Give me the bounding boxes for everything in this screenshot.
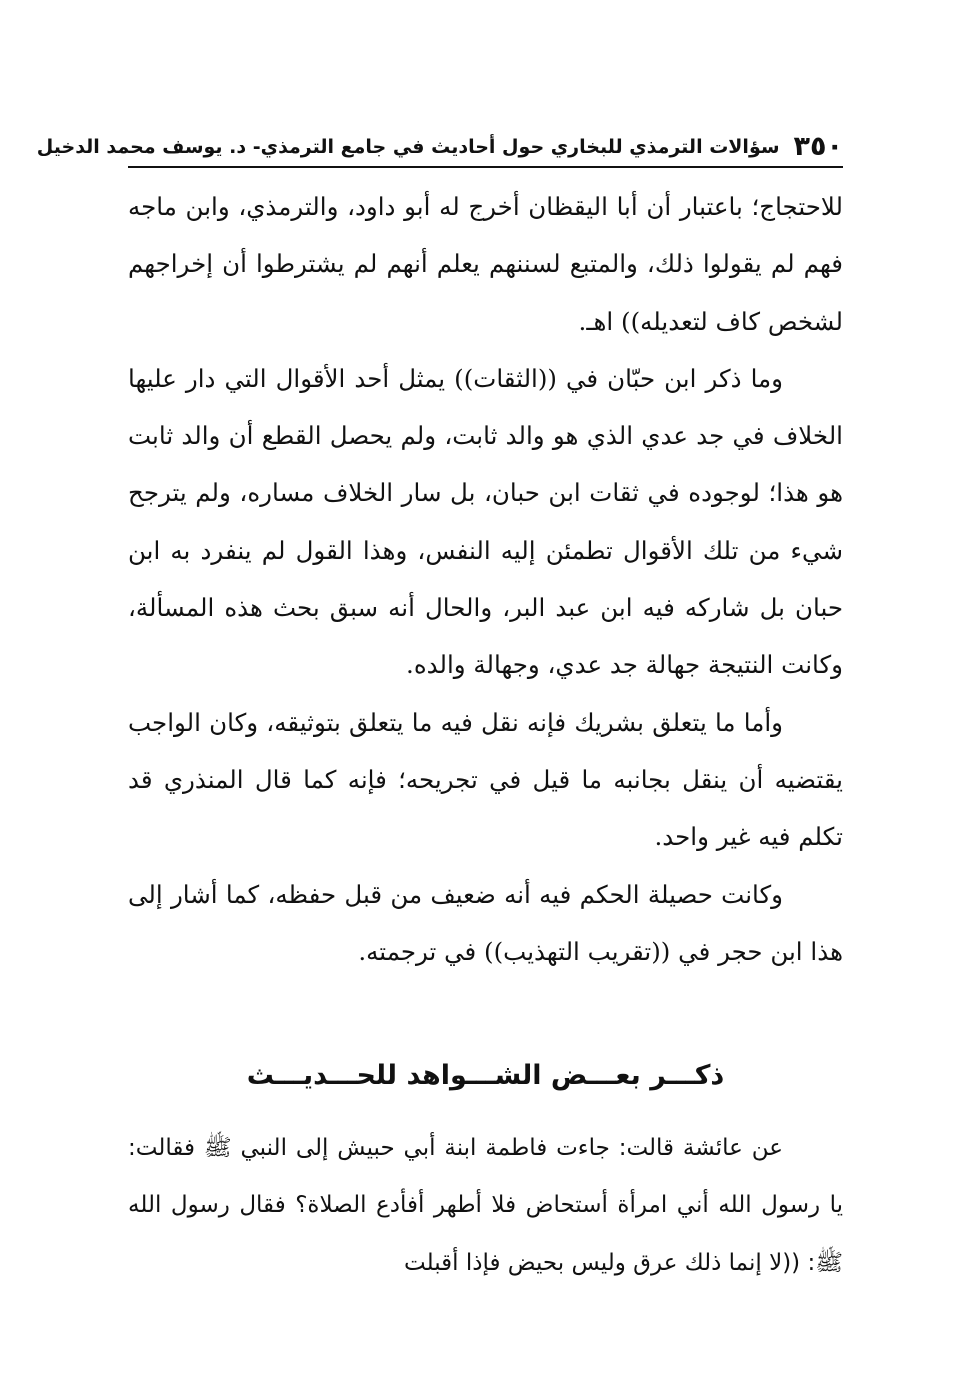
paragraph-1: للاحتجاج؛ باعتبار أن أبا اليقظان أخرج له أبو داود، والترمذي، وابن ماجه فهم لم يقولوا ذلك، والمتبع لسننهم يعلم أنهم لم يشترطوا أن إخراجهم لشخص كاف لتعديله)) اهـ. [128, 192, 843, 336]
running-header [36, 128, 843, 162]
page-number: ٣٥٠ [793, 131, 843, 162]
header-divider [128, 166, 843, 168]
paragraph-4: وكانت حصيلة الحكم فيه أنه ضعيف من قبل حفظه، كما أشار إلى هذا ابن حجر في ((تقريب التهذيب)) في ترجمته. [128, 879, 843, 966]
hadith-text [128, 1120, 843, 1292]
body-text [128, 178, 843, 980]
paragraph-2: وما ذكر ابن حبّان في ((الثقات)) يمثل أحد الأقوال التي دار عليها الخلاف في جد عدي الذي هو والد ثابت، ولم يحصل القطع أن والد ثابت هو هذا؛ لوجوده في ثقات ابن حبان، بل سار الخلاف مساره، ولم يترجح شيء من تلك الأقوال تطمئن إليه النفس، وهذا القول لم ينفرد به ابن حبان بل شاركه فيه ابن عبد البر، والحال أنه سبق بحث هذه المسألة، وكانت النتيجة جهالة جد عدي، وجهالة والده. [128, 363, 843, 680]
section-heading: ذكـــر بعـــض الشـــواهد للحـــديـــث [246, 1060, 725, 1091]
hadith-paragraph: عن عائشة قالت: جاءت فاطمة ابنة أبي حبيش إلى النبي ﷺ فقالت: يا رسول الله أني امرأة أستحاض فلا أطهر أفأدع الصلاة؟ فقال رسول الله ﷺ: ((لا إنما ذلك عرق وليس بحيض فإذا أقبلت [128, 1135, 843, 1276]
paragraph-3: وأما ما يتعلق بشريك فإنه نقل فيه ما يتعلق بتوثيقه، وكان الواجب يقتضيه أن ينقل بجانبه ما قيل في تجريحه؛ فإنه كما قال المنذري قد تكلم فيه غير واحد. [128, 707, 843, 852]
running-header-title: سؤالات الترمذي للبخاري حول أحاديث في جامع الترمذي- د. يوسف محمد الدخيل [36, 136, 780, 158]
